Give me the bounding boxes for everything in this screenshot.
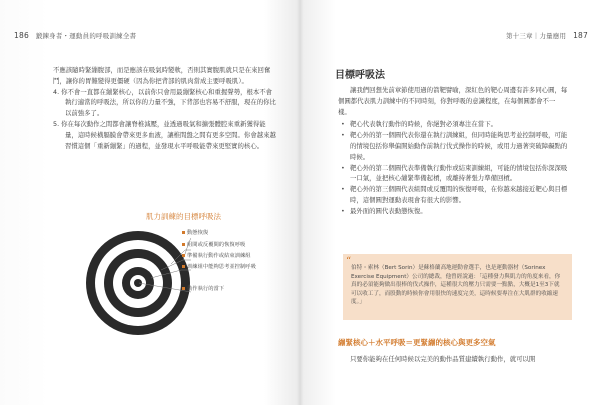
left-intro-paragraph: 不應該隨時緊繃腹部，而是應該在吸氣時變軟，否則其實腹肌就只是在來回奮鬥，讓你的胃難變得更僵硬（因為你把背部的肌肉當成主要呼吸肌）。 (53, 66, 271, 85)
right-page-number: 187 (573, 31, 588, 40)
list-item-4 (53, 87, 277, 119)
bullet-item: • 靶心外的第一個圓代表你還在執行訓練組，但同時能夠思考並控制呼吸，可能的情境包括你舉偏開始動作前執行伐式操作的時候，或用力過著突破障礙點的時候。 (338, 130, 568, 162)
bullet-list (338, 119, 568, 216)
right-body-text (338, 85, 568, 217)
list-item-4-text: 你不會一直都在繃緊核心，以前你只會用最繃緊核心和重握聲勢，根本不會執行適當的呼吸法，所以你的力量不強，下背部也容易不舒服，現在的你比以前強多了。 (61, 87, 276, 118)
right-running-head: 第十三章｜力量應用 (505, 32, 567, 40)
bullet-item: • 靶心外的第三個圓代表組間或反覆間的恢復呼吸，在你越來越接近靶心與目標時，這個圓對運動表現會有很大的影響。 (338, 184, 568, 206)
list-item-5 (53, 119, 277, 151)
left-running-head: 鍛鍊身者・運動員的呼吸訓練全書 (35, 32, 137, 40)
list-item-4-number: 4. (53, 87, 60, 96)
left-page-number: 186 (14, 31, 29, 40)
right-running-header (506, 31, 588, 40)
target-rings-diagram (85, 230, 191, 336)
right-intro-paragraph: 讓我們回想先前章節使用過的箭靶譬喻，深紅色的靶心周邊有許多同心圓，每個圓都代表肌力訓練中的不同時刻，你對呼吸的意識程度，在每個圓都會不一樣。 (338, 86, 568, 116)
figure-title: 肌力訓練的目標呼吸法 (146, 212, 221, 221)
section2-title: 繃緊核心＋水平呼吸＝更緊繃的核心與更多空氣 (338, 338, 496, 347)
quote-text: 伯特・索林（Bert Sorin）是蘇格蘭高地運動會選手，也是運動器材（Sorinex Exercise Equipment）公司的總裁，他曾經說過：「這種發力與肌力的角度來看，你真的必須能夠做出很棒的伐式操作，這種很大的壓力只需要一點點，大概是1至3下就可以收工了，而股動的時候你會用很快的速度完美，這時候要專注在大肌群的收縮速度。」 (351, 265, 561, 306)
callout-prepare-set: 準備執行動作或結束訓練組 (182, 251, 251, 259)
callout-recovery-breath: 組間或反覆間的恢復呼吸 (182, 240, 245, 248)
bullet-item: • 靶心外的第二個圓代表準備執行動作或結束訓練組，可能的情境包括你深深吸一口氣，並把核心繃緊準備起槓，或離持著張力準備回槓。 (338, 163, 568, 185)
left-body-text (53, 65, 277, 151)
quote-mark-icon: “ (346, 256, 352, 267)
callout-dynamic-recovery: 動態恢復 (182, 228, 208, 236)
quote-box (343, 254, 572, 320)
section-title: 目標呼吸法 (335, 70, 385, 81)
bullet-item: • 最外面的圓代表動態恢復。 (338, 206, 568, 217)
list-item-5-number: 5. (53, 119, 60, 128)
section2-first-line: 只要你能夠在任何時候以完美的動作品質建續執行動作，就可以開 (350, 355, 536, 363)
callout-execution: 動作執行的當下 (182, 284, 224, 292)
list-item-5-text: 你在每次動作之間都會讓脊椎減壓，並透過吸氣和擴張體腔來重新獲得能量，這時候橫膈膜會帶來更多血液，讓椎間盤之間有更多空間。你會越來越習慣這個「重新繃緊」的過程，並發現水平呼吸能帶來更堅實的核心。 (61, 119, 276, 150)
bullet-item: • 靶心代表執行動作的時候，你絕對必須專注在當下。 (338, 119, 568, 130)
callout-control-breath: 訓練組中能夠思考並控制呼吸 (182, 262, 256, 270)
bullseye (134, 279, 142, 287)
left-running-header (14, 31, 136, 40)
